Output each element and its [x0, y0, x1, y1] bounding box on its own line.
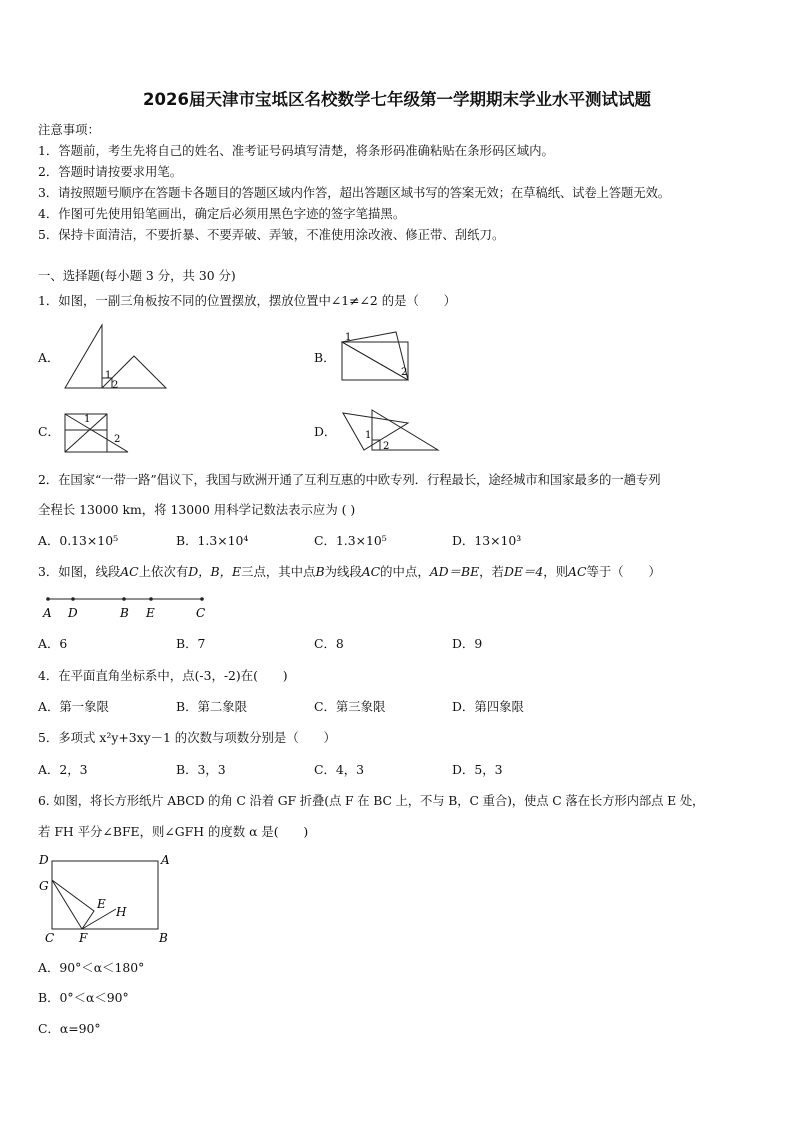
q1-stem: 1．如图，一副三角板按不同的位置摆放，摆放位置中∠1≠∠2 的是（ ）	[38, 293, 457, 308]
q1-fig-label-1: 1	[84, 414, 91, 425]
q6-label-g: G	[39, 879, 49, 893]
q1-figure-d	[340, 404, 440, 456]
notice-heading: 注意事项：	[38, 122, 100, 137]
q1-option-a-label: A．	[38, 350, 60, 365]
q1-fig-label-1: 1	[345, 332, 352, 343]
notice-item: 3．请按照题号顺序在答题卡各题目的答题区域内作答，超出答题区域书写的答案无效；在草稿纸、试卷上答题无效。	[38, 185, 671, 200]
q6-label-b: B	[159, 931, 168, 945]
q1-option-c-label: C．	[38, 424, 60, 439]
q3-segment-figure	[40, 590, 215, 622]
q1-fig-label-2: 2	[114, 434, 121, 445]
q1-figure-c	[62, 404, 134, 456]
q4-option-b: B．第二象限	[176, 699, 248, 714]
q1-figure-b	[338, 328, 418, 388]
q3-stem-text: AD＝BE	[429, 564, 480, 579]
q3-point-label: C	[196, 606, 206, 620]
q2-stem-line2: 全程长 13000 km，将 13000 用科学记数法表示应为 ( )	[38, 502, 356, 517]
q6-stem-line2: 若 FH 平分∠BFE，则∠GFH 的度数 α 是( )	[38, 824, 309, 839]
q1-fig-label-2: 2	[383, 441, 390, 452]
q3-stem	[38, 562, 661, 580]
q3-stem-text: AC	[568, 564, 587, 579]
q6-option-a: A．90°＜α＜180°	[38, 960, 145, 975]
q4-option-c: C．第三象限	[314, 699, 386, 714]
q3-point-label: A	[43, 606, 52, 620]
q6-label-h: H	[116, 905, 127, 919]
q2-option-b: B．1.3×10⁴	[176, 533, 249, 548]
page-title: 2026届天津市宝坻区名校数学七年级第一学期期末学业水平测试试题	[143, 90, 651, 109]
q3-point-label: B	[120, 606, 129, 620]
notice-item: 2．答题时请按要求用笔。	[38, 164, 183, 179]
q3-stem-text: 3．如图，线段	[38, 564, 121, 579]
q3-stem-text: 上依次有	[138, 564, 189, 579]
q3-option-c: C．8	[314, 636, 344, 651]
q5-option-a: A．2，3	[38, 762, 88, 777]
q3-stem-text: 的中点，	[380, 564, 430, 579]
notice-item: 4．作图可先使用铅笔画出，确定后必须用黑色字迹的签字笔描黑。	[38, 206, 406, 221]
q3-stem-text: AC	[361, 564, 381, 579]
q3-option-d: D．9	[452, 636, 483, 651]
q6-label-a: A	[161, 853, 170, 867]
q1-option-d-label: D．	[314, 424, 337, 439]
notice-item: 5．保持卡面清洁，不要折暴、不要弄破、弄皱，不准使用涂改液、修正带、刮纸刀。	[38, 227, 505, 242]
q6-label-f: F	[79, 931, 88, 945]
q6-stem-line1: 6. 如图，将长方形纸片 ABCD 的角 C 沿着 GF 折叠(点 F 在 BC 上，不与 B，C 重合)，使点 C 落在长方形内部点 E 处，	[38, 793, 705, 808]
q4-option-d: D．第四象限	[452, 699, 524, 714]
q6-label-d: D	[39, 853, 49, 867]
q2-option-a: A．0.13×10⁵	[38, 533, 119, 548]
q6-option-c: C．α=90°	[38, 1021, 101, 1036]
q3-option-b: B．7	[176, 636, 206, 651]
notice-item: 1．答题前，考生先将自己的姓名、准考证号码填写清楚，将条形码准确粘贴在条形码区域内。	[38, 143, 554, 158]
q6-label-e: E	[97, 897, 106, 911]
q6-option-b: B．0°＜α＜90°	[38, 990, 129, 1005]
q4-stem: 4．在平面直角坐标系中，点(-3，-2)在( )	[38, 668, 288, 683]
q6-label-c: C	[45, 931, 55, 945]
q3-stem-text: 等于（ ）	[586, 564, 661, 579]
q4-option-a: A．第一象限	[38, 699, 109, 714]
q6-rectangle-figure	[36, 850, 176, 946]
q5-stem: 5．多项式 x²y+3xy－1 的次数与项数分别是（ ）	[38, 730, 336, 745]
q1-fig-label-1: 1	[365, 430, 372, 441]
q3-stem-text: 三点，其中点	[241, 564, 316, 579]
section-heading: 一、选择题(每小题 3 分，共 30 分)	[38, 268, 236, 283]
q1-figure-a	[62, 322, 172, 392]
q3-stem-text: ，若	[479, 564, 504, 579]
q3-option-a: A．6	[38, 636, 68, 651]
q3-stem-text: ，则	[543, 564, 568, 579]
q1-fig-label-1: 1	[105, 370, 112, 381]
q2-stem-line1: 2．在国家“一带一路”倡议下，我国与欧洲开通了互利互惠的中欧专列．行程最长，途经城市和国家最多的一趟专列	[38, 472, 661, 487]
q3-point-label: D	[68, 606, 78, 620]
q3-stem-text: B	[315, 564, 325, 579]
q3-stem-text: AC	[120, 564, 139, 579]
q3-stem-text: DE＝4	[503, 564, 544, 579]
q3-stem-text: 为线段	[324, 564, 362, 579]
q1-fig-label-2: 2	[112, 380, 119, 391]
q5-option-b: B．3，3	[176, 762, 226, 777]
q5-option-d: D．5，3	[452, 762, 503, 777]
q3-point-label: E	[146, 606, 155, 620]
q2-option-d: D．13×10³	[452, 533, 522, 548]
q1-option-b-label: B．	[314, 350, 336, 365]
q5-option-c: C．4，3	[314, 762, 365, 777]
q2-option-c: C．1.3×10⁵	[314, 533, 387, 548]
q1-fig-label-2: 2	[401, 367, 408, 378]
q3-stem-text: D，B，E	[188, 564, 242, 579]
